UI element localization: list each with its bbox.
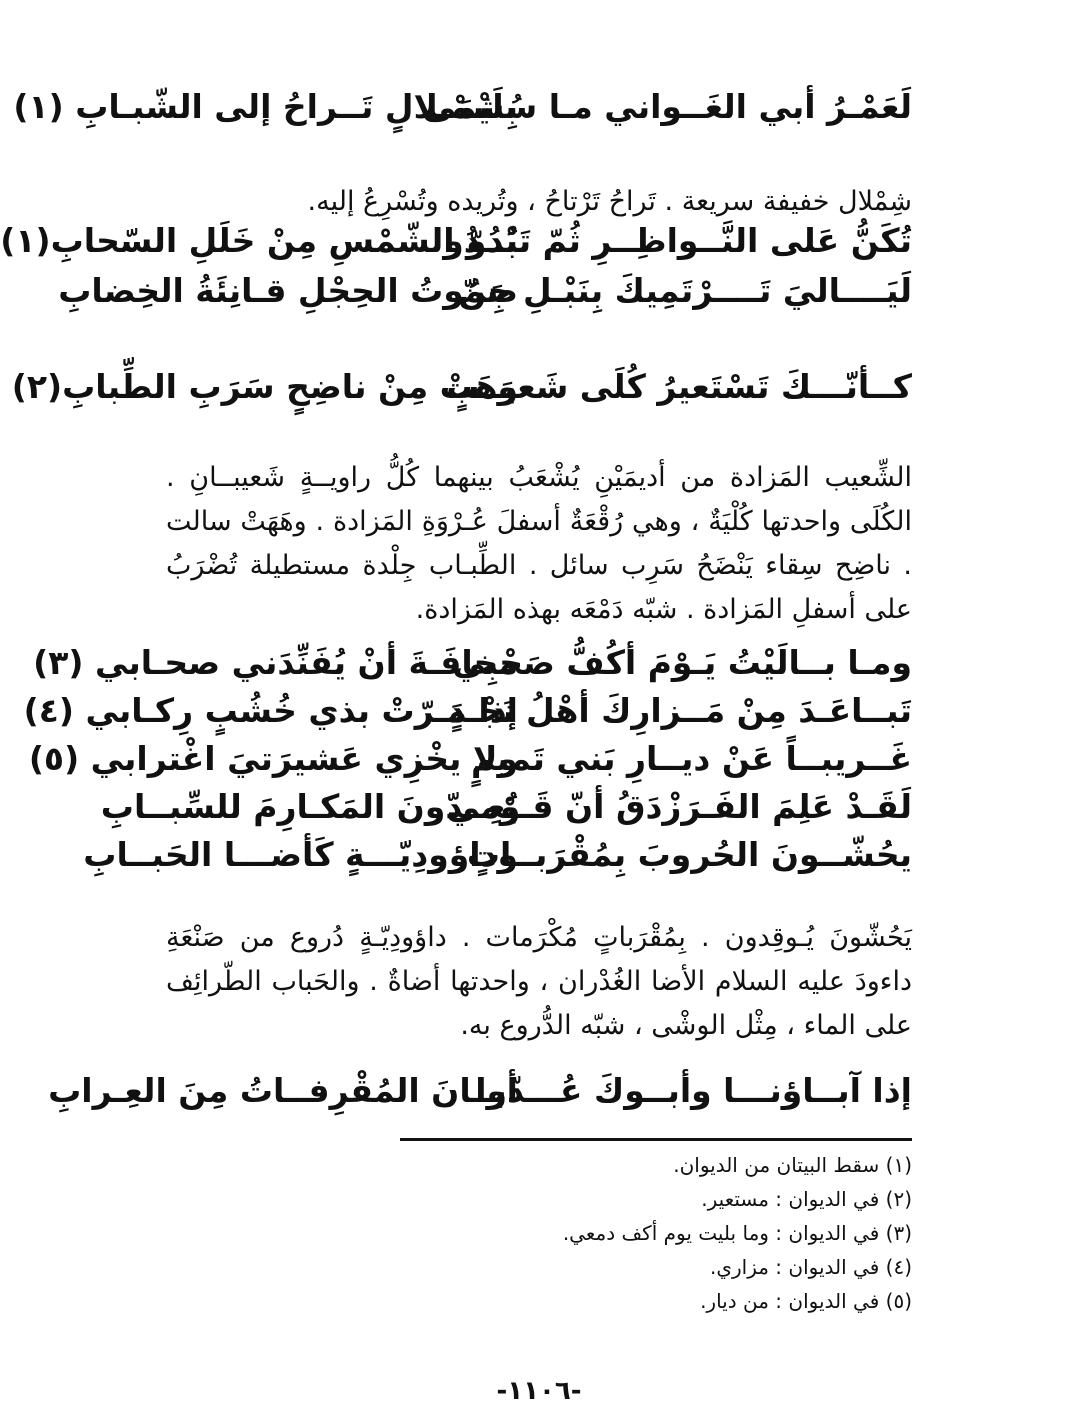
gloss-paragraph-3: يَحُشّونَ يُـوقِدون . بِمُقْرَباتٍ مُكْرَمات . داؤودِيّـةٍ دُروع من صَنْعَةِ داءودَ عليه السلام الأضا الغُدْران ، واحدتها أضاةٌ . والحَباب الطّرائِف على الماء ، مِثْل الوشْى ، شبّه الدُّروع به. — [166, 922, 912, 1041]
verse-5-second-hemistich: مخافَـةَ أنْ يُفَنِّدَني صحـابي (٣) — [33, 643, 518, 682]
gloss-paragraph-2: الشِّعيب المَزادة من أديمَيْنِ يُشْعَبُ بينهما كُلُّ راويــةٍ شَعيبــانِ . الكُلَى واحدتها كُلْيَةٌ ، وهي رُقْعَةٌ أسفلَ عُـرْوَةِ المَزادة . وهَهَتْ سالت . ناضِح سِقاء يَنْضَحُ سَرِب سائل . الطِّبـاب جِلْدة مستطيلة تُضْرَبُ على أسفلِ المَزادة . شبّه دَمْعَه بهذه المَزادة. — [166, 462, 912, 625]
footnotes — [166, 1148, 912, 1318]
verse-3-first-hemistich: لَيَــــاليَ تَــــرْتَمِيكَ بِنَبْـلِ جِنّ — [458, 271, 912, 310]
verse-3-second-hemistich: صَمُوتُ الحِجْلِ قـانِئَةُ الخِضابِ — [58, 271, 518, 310]
footnote-divider — [400, 1138, 912, 1141]
footnote-3: (٣) في الديوان : وما بليت يوم أكف دمعي. — [562, 1221, 912, 1245]
gloss-paragraph-1: شِمْلال خفيفة سريعة . تَراحُ تَرْتاحُ ، وتُريده وتُسْرِعُ إليه. — [307, 186, 912, 217]
verse-5-first-hemistich: ومـا بــالَيْتُ يَـوْمَ أكُفُّ صَحْبِي — [452, 643, 912, 682]
verse-6-second-hemistich: إذا مَـرّتْ بذي خُشُبٍ رِكـابي (٤) — [23, 691, 518, 730]
footnote-5: (٥) في الديوان : من ديار. — [700, 1289, 912, 1313]
verse-4-first-hemistich: كــأنّـــكَ تَسْتَعيرُ كُلَى شَعيــبٍ — [446, 367, 912, 406]
verse-7-first-hemistich: غَــريبــاً عَنْ ديــارِ بَني تَميمٍ — [470, 739, 912, 778]
footnote-1: (١) سقط البيتان من الديوان. — [673, 1153, 912, 1177]
footnote-4: (٤) في الديوان : مزاري. — [709, 1255, 912, 1279]
verse-2-first-hemistich: تُكَنُّ عَلى النَّــواظِــرِ ثُمّ تَبْــدُو — [443, 221, 912, 260]
verse-2-second-hemistich: بُدُوّ الشّمْسِ مِنْ خَلَلِ السّحابِ(١) — [0, 221, 518, 260]
verse-9-second-hemistich: وداؤودِيّـــةٍ كَأضـــا الحَبــابِ — [83, 835, 518, 874]
footnote-2: (٢) في الديوان : مستعير. — [701, 1187, 912, 1211]
verse-6-first-hemistich: تَبــاعَـدَ مِنْ مَــزارِكَ أهْلُ نَجْـدٍ — [447, 691, 912, 730]
verse-9-first-hemistich: يحُشّــونَ الحُروبَ بِمُقْرَبــاتٍ — [466, 835, 912, 874]
verse-1-second-hemistich: بِشمْـلالٍ تَــراحُ إلى الشّبـابِ (١) — [13, 87, 518, 126]
verse-8-first-hemistich: لَقَـدْ عَلِمَ الفَـرَزْدَقُ أنّ قَـوْمي — [446, 787, 912, 826]
page-number: -١١٠٦- — [496, 1376, 582, 1406]
verse-8-second-hemistich: يُعِــدّونَ المَكـارِمَ للسِّبــابِ — [100, 787, 518, 826]
verse-10-first-hemistich: إذا آبــاؤنـــا وأبــوكَ عُـــدّوا — [475, 1071, 912, 1110]
verse-7-second-hemistich: ولا يخْزِي عَشيرَتيَ اغْترابي (٥) — [28, 739, 518, 778]
verse-10-second-hemistich: أبــانَ المُقْرِفــاتُ مِنَ العِـرابِ — [48, 1071, 518, 1110]
verse-4-second-hemistich: وَهَتْ مِنْ ناضِحٍ سَرَبِ الطِّبابِ(٢) — [11, 367, 518, 406]
verse-1-first-hemistich: لَعَمْـرُ أبي الغَــواني مـا سُلَيْمَى — [422, 87, 912, 126]
